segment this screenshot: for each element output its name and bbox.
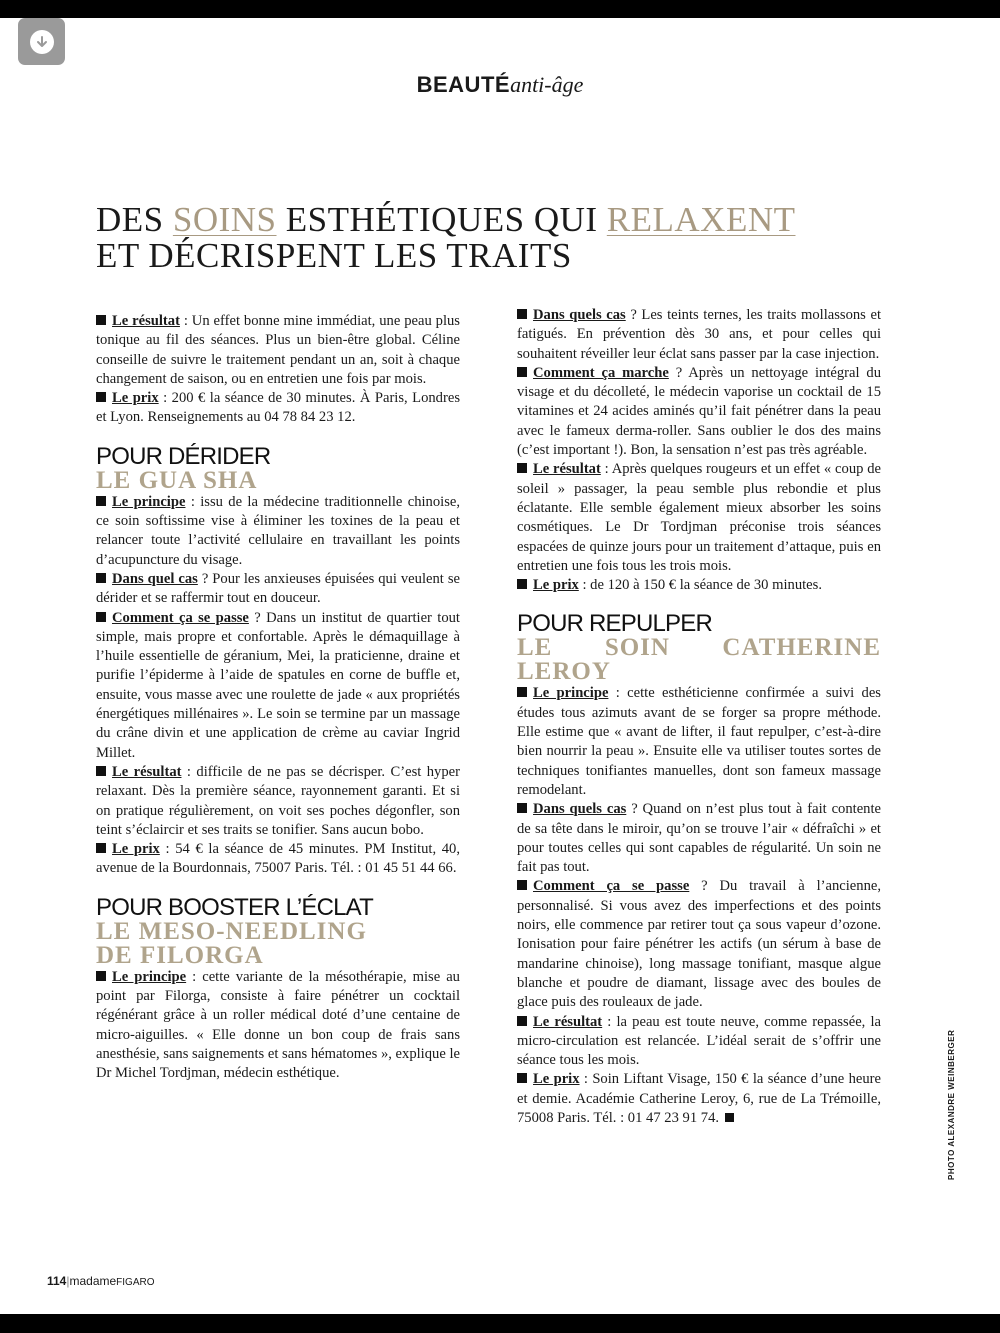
para-label: Comment ça se passe [112, 609, 249, 626]
para-text: ? Les teints ternes, les traits mollassons et fatigués. En prévention dès 30 ans, et pour celles qui souhaitent réveiller leur éclat sans passer par la case injection. [517, 307, 881, 362]
para-text: : la peau est toute neuve, comme repassée, la micro-circulation est relancée. L’idéal serait de s’offrir une séance tous les mois. [517, 1013, 881, 1069]
para-label: Comment ça se passe [533, 878, 690, 895]
bullet-square-icon [517, 1016, 527, 1026]
paragraph [96, 840, 460, 879]
paragraph [96, 389, 460, 428]
paragraph [517, 684, 881, 800]
para-label: Le résultat [533, 461, 601, 478]
para-label: Le prix [533, 577, 579, 594]
para-text: : difficile de ne pas se décrisper. C’est hyper relaxant. Dès la première séance, rayonnement garanti. Et si on pratique régulièrement, on voit ses poches dégonfler, son teint s’éclaircir et ses traits se tonifier. Sans aucun bobo. [96, 763, 460, 838]
paragraph [96, 609, 460, 763]
photo-credit: PHOTO ALEXANDRE WEINBERGER [947, 1029, 956, 1180]
section-subheading: LE SOIN CATHERINE LEROY [517, 634, 881, 686]
para-label: Le principe [112, 968, 187, 985]
bullet-square-icon [517, 579, 527, 589]
para-text: : issu de la médecine traditionnelle chinoise, ce soin softissime vise à éliminer les toxines de la peau et relancer toute l’activité cellulaire en travaillant les points d’acupuncture du visage. [96, 493, 460, 568]
bottom-bar [0, 1314, 1000, 1333]
headline [96, 202, 816, 274]
paragraph [517, 364, 881, 460]
section-heading: POUR BOOSTER L’ÉCLAT [96, 893, 373, 921]
paragraph [517, 1070, 881, 1128]
para-text: : 200 € la séance de 30 minutes. À Paris, Londres et Lyon. Renseignements au 04 78 84 23 12. [96, 390, 460, 426]
section-subheading: DE FILORGA [96, 941, 264, 969]
para-text: : de 120 à 150 € la séance de 30 minutes. [578, 577, 822, 594]
headline-part: ESTHÉTIQUES QUI [276, 200, 607, 239]
paragraph [96, 763, 460, 840]
page-footer [47, 1274, 155, 1288]
para-text: : 54 € la séance de 45 minutes. PM Institut, 40, avenue de la Bourdonnais, 75007 Paris. Tél. : 01 45 51 44 66. [96, 841, 461, 877]
section-heading: POUR REPULPER [517, 610, 712, 638]
top-bar [0, 0, 1000, 18]
magazine-name-suffix: FIGARO [116, 1277, 155, 1288]
para-label: Le résultat [533, 1013, 603, 1030]
paragraph [517, 877, 881, 1012]
section-heading: POUR DÉRIDER [96, 442, 271, 470]
bullet-square-icon [96, 573, 106, 583]
end-mark-icon [725, 1113, 734, 1122]
bullet-square-icon [517, 463, 527, 473]
para-text: ? Après un nettoyage intégral du visage et du décolleté, le médecin vaporise un cocktail de 15 vitamines et 24 acides aminés qu’il fait pénétrer dans la peau avec le fameux derma-roller. Sans oublier le dos des mains (c’est important !). Bon, la sensation n’est pas très agréable. [517, 364, 882, 459]
bullet-square-icon [96, 392, 106, 402]
para-label: Le prix [112, 841, 160, 858]
paragraph [96, 570, 460, 609]
para-label: Le prix [112, 390, 159, 407]
para-label: Le résultat [112, 763, 182, 780]
folio-separator: | [66, 1274, 70, 1288]
rubric-bold: BEAUTÉ [416, 72, 511, 97]
bullet-square-icon [517, 803, 527, 813]
bullet-square-icon [96, 971, 106, 981]
bullet-square-icon [517, 1073, 527, 1083]
para-label: Le principe [112, 493, 186, 510]
bullet-square-icon [96, 843, 106, 853]
paragraph [517, 1013, 881, 1071]
page-number: 114 [47, 1274, 67, 1288]
paragraph [96, 312, 460, 389]
para-label: Le résultat [112, 313, 180, 329]
paragraph [517, 460, 881, 576]
para-label: Dans quels cas [533, 307, 626, 323]
para-text: : Après quelques rougeurs et un effet « coup de soleil » passager, la peau semble plus rebondie et plus éclatante. Elle semble également mieux absorber les soins cosmétiques. Le Dr Tordjman préconise trois séances espacées de quinze jours pour un traitement d’attaque, puis en entretien une fois tous les trois mois. [517, 461, 881, 574]
para-text: : cette esthéticienne confirmée a suivi des études tous azimuts avant de se forger sa propre méthode. Elle estime que « avant de lifter, il faut repulper, c’est-à-dire bien nourrir la peau ». Ensuite elle va utiliser toutes sortes de techniques tonifiantes manuelles, dont son fameux massage remodelant. [517, 685, 881, 798]
bullet-square-icon [517, 367, 527, 377]
para-text: ? Dans un institut de quartier tout simple, mais propre et confortable. Après le démaquillage à l’huile essentielle de géranium, Mei, la praticienne, draine et purifie l’épiderme à l’aide de spatules en corne de buffle et, ensuite, vous masse avec une roulette de jade « aux propriétés énergétiques millénaires ». Le soin se termine par un massage du crâne divin et une application de crème au caviar Ingrid Millet. [96, 609, 460, 761]
para-text: ? Quand on n’est plus tout à fait contente de sa tête dans le miroir, qu’on se trouve l’air « défraîchi » et pour toutes celles qui sont capables de régularité. Un soin ne fait pas tout. [517, 801, 882, 876]
magazine-name: madame [69, 1274, 117, 1288]
headline-part: DES [96, 200, 173, 239]
paragraph [96, 968, 460, 1084]
section-subheading: LE GUA SHA [96, 466, 258, 494]
bullet-square-icon [517, 687, 527, 697]
para-label: Le prix [533, 1071, 580, 1088]
paragraph [96, 493, 460, 570]
left-column [96, 312, 460, 1084]
bullet-square-icon [96, 612, 106, 622]
download-button[interactable] [18, 18, 65, 65]
rubric-italic: anti-âge [510, 72, 584, 97]
download-icon [30, 30, 54, 54]
paragraph [517, 576, 881, 595]
para-label: Dans quel cas [112, 570, 198, 587]
headline-highlight: RELAXENT [606, 200, 796, 239]
right-column [517, 306, 881, 1128]
bullet-square-icon [96, 315, 106, 325]
bullet-square-icon [517, 880, 527, 890]
para-text: : Un effet bonne mine immédiat, une peau plus tonique au fil des séances. Plus un bien-être global. Céline conseille de suivre le traitement pendant un an, soit à chaque changement de saison, ou en entretien une fois par mois. [96, 313, 460, 387]
para-text: ? Du travail à l’ancienne, personnalisé. Si vous avez des imperfections et des points noirs, elle commence par retirer tout ça sous vapeur d’ozone. Ionisation pour faire pénétrer les actifs (un sérum à base de mandarine chinoise), long massage tonifiant, masque algue blanche et poudre de diamant, lissage avec des boules de glace puis des rouleaux de jade. [517, 878, 881, 1011]
para-label: Le principe [533, 685, 609, 702]
para-label: Dans quels cas [533, 801, 627, 818]
headline-highlight: SOINS [172, 200, 277, 239]
bullet-square-icon [96, 766, 106, 776]
bullet-square-icon [517, 309, 527, 319]
para-text: ? Pour les anxieuses épuisées qui veulent se dérider et se raffermir tout en douceur. [96, 570, 460, 607]
rubric [0, 72, 1000, 98]
para-text: : cette variante de la mésothérapie, mise au point par Filorga, consiste à faire pénétrer un cocktail régénérant grâce à un roller médical doté d’une centaine de micro-aiguilles. « Elle donne un bon coup de frais sans anesthésie, sans saignements et sans hématomes », explique le Dr Michel Tordjman, médecin esthétique. [96, 968, 460, 1082]
bullet-square-icon [96, 496, 106, 506]
para-label: Comment ça marche [533, 364, 669, 381]
paragraph [517, 306, 881, 364]
para-text: : Soin Liftant Visage, 150 € la séance d’une heure et demie. Académie Catherine Leroy, 6, rue de La Trémoille, 75008 Paris. Tél. : 01 47 23 91 74. [517, 1071, 881, 1126]
paragraph [517, 800, 881, 877]
section-subheading: LE MESO-NEEDLING [96, 917, 367, 945]
headline-line2: ET DÉCRISPENT LES TRAITS [96, 236, 572, 275]
